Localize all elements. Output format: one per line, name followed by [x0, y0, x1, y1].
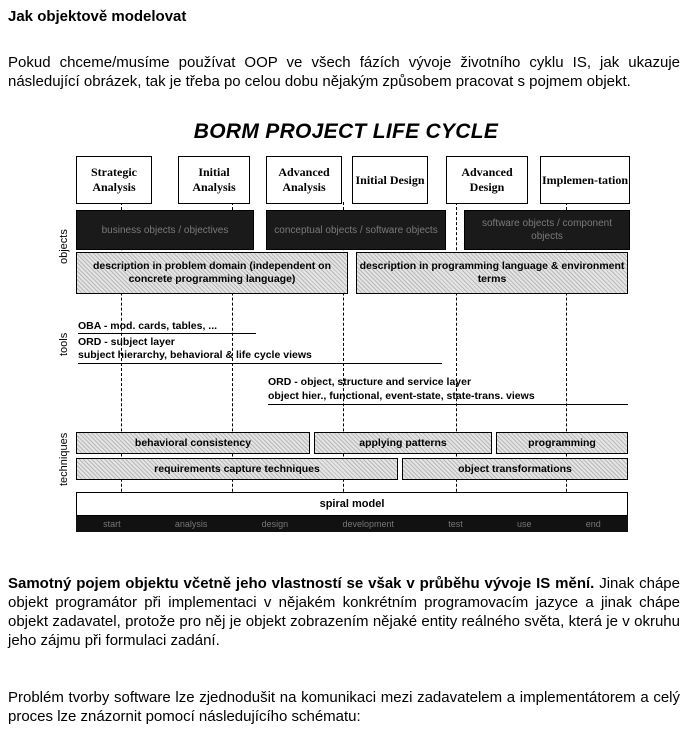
tool-underline: [78, 363, 442, 364]
paragraph-text: Jinak chápe objekt programátor při implementaci v nějakém konkrétním programovacím jazyce a jinak chápe objekt zadavatel, protože pro něj je objekt zobrazením nějaké entity reálného světa, která je v okruhu jeho zájmu při formulaci zadání.: [8, 575, 680, 649]
tool-ord-object: ORD - object, structure and service layer: [268, 376, 472, 388]
technique-requirements-capture: requirements capture techniques: [76, 458, 398, 480]
technique-applying-patterns: applying patterns: [314, 432, 492, 454]
tool-ord-subject: ORD - subject layer: [78, 336, 175, 348]
phase-advanced-analysis: Advanced Analysis: [266, 156, 342, 204]
objects-dark-bar: software objects / component objects: [464, 210, 630, 250]
technique-object-transformations: object transformations: [402, 458, 628, 480]
objects-description-bar: description in problem domain (independent on concrete programming language): [76, 252, 348, 294]
object-concept-paragraph: [8, 574, 680, 650]
tool-underline: [268, 404, 628, 405]
phase-initial-design: Initial Design: [352, 156, 428, 204]
bottom-item: end: [585, 519, 601, 529]
bottom-item: analysis: [174, 519, 208, 529]
bottom-item: test: [448, 519, 463, 529]
phase-initial-analysis: Initial Analysis: [178, 156, 250, 204]
techniques-label: techniques: [58, 432, 70, 486]
borm-diagram: [56, 120, 636, 540]
bottom-item: start: [103, 519, 121, 529]
spiral-model-bar: spiral model: [76, 492, 628, 516]
lifecycle-bottom-bar: [76, 516, 628, 532]
tools-label: tools: [58, 332, 70, 356]
tool-ord-subject-views: subject hierarchy, behavioral & life cycle views: [78, 349, 312, 361]
software-problem-paragraph: Problém tvorby software lze zjednodušit na komunikaci mezi zadavatelem a implementátorem a celý proces lze znázornit pomocí následujícího schématu:: [8, 689, 680, 725]
phase-implementation: Implemen-tation: [540, 156, 630, 204]
objects-dark-bar: business objects / objectives: [76, 210, 254, 250]
bottom-item: development: [342, 519, 394, 529]
tool-oba: OBA - mod. cards, tables, ...: [78, 320, 218, 332]
bottom-item: design: [261, 519, 289, 529]
tool-underline: [78, 333, 256, 334]
section-heading: Jak objektově modelovat: [8, 8, 187, 25]
phase-advanced-design: Advanced Design: [446, 156, 528, 204]
diagram-title: BORM PROJECT LIFE CYCLE: [193, 120, 499, 143]
technique-programming: programming: [496, 432, 628, 454]
technique-behavioral-consistency: behavioral consistency: [76, 432, 310, 454]
bold-statement: Samotný pojem objektu včetně jeho vlastností se však v průběhu vývoje IS mění.: [8, 575, 595, 592]
objects-label: objects: [58, 229, 70, 264]
tool-ord-object-views: object hier., functional, event-state, state-trans. views: [268, 390, 535, 402]
intro-paragraph: Pokud chceme/musíme používat OOP ve všech fázích vývoje životního cyklu IS, jak ukazuje následující obrázek, tak je třeba po celou dobu nějakým způsobem pracovat s pojmem objekt.: [8, 54, 680, 90]
objects-dark-bar: conceptual objects / software objects: [266, 210, 446, 250]
objects-description-bar: description in programming language & environment terms: [356, 252, 628, 294]
bottom-item: use: [517, 519, 532, 529]
phase-strategic-analysis: Strategic Analysis: [76, 156, 152, 204]
